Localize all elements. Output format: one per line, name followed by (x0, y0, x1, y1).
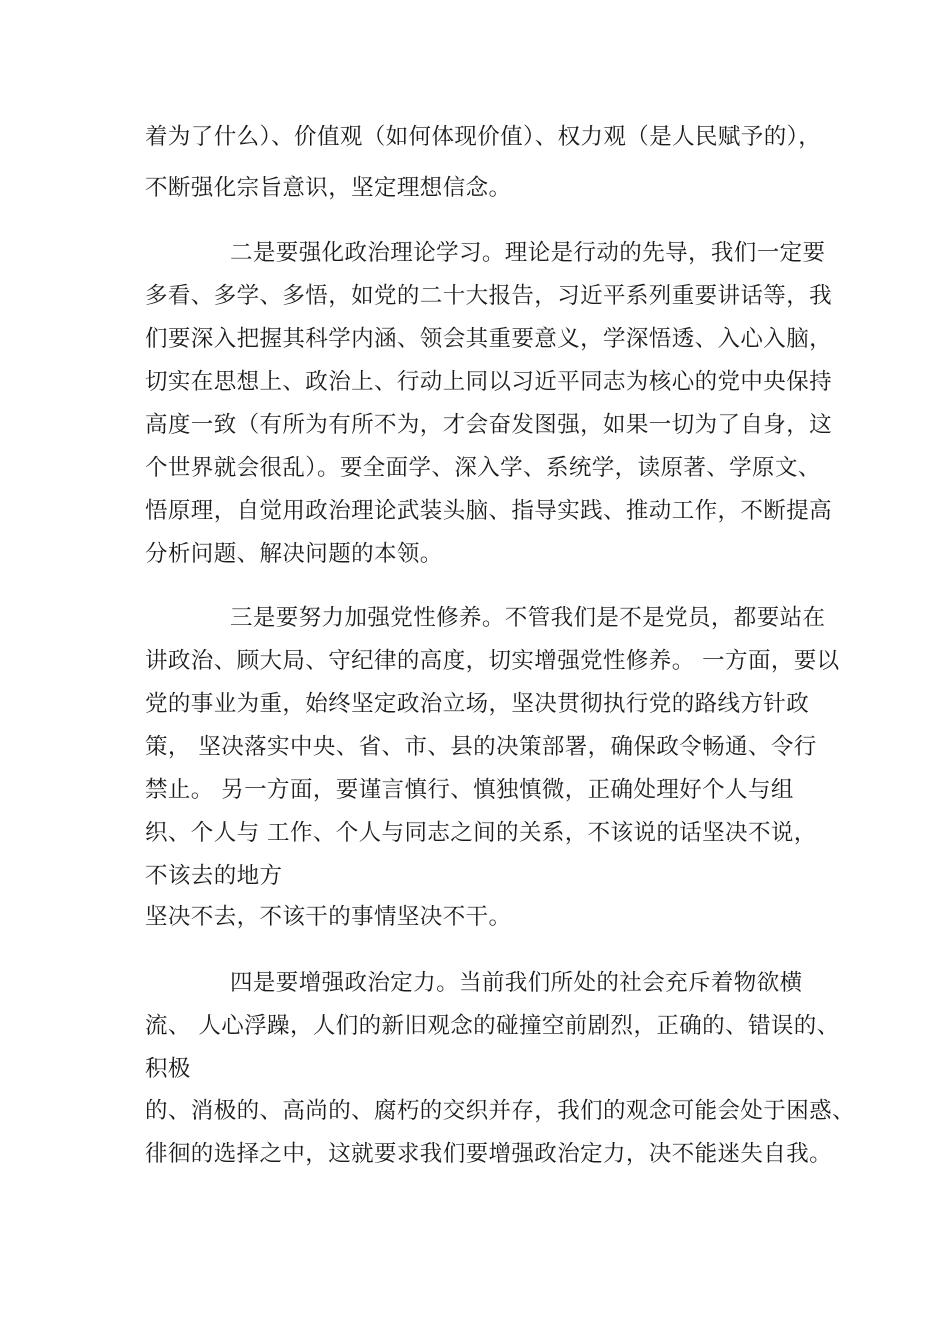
text-line: 讲政治、顾大局、守纪律的高度，切实增强党性修养。 一方面，要以 (145, 648, 840, 674)
text-line: 着为了什么）、价值观（如何体现价值）、权力观（是人民赋予的）， (145, 124, 822, 150)
text-line: 积极 (145, 1056, 191, 1082)
text-line: 坚决不去，不该干的事情坚决不干。 (145, 904, 512, 930)
text-line: 织、个人与 工作、个人与同志之间的关系，不该说的话坚决不说， (145, 820, 817, 846)
text-line: 高度一致（有所为有所不为，才会奋发图强，如果一切为了自身，这 (145, 412, 833, 438)
text-line: 策， 坚决落实中央、省、市、县的决策部署，确保政令畅通、令行 (145, 734, 817, 760)
text-line: 悟原理，自觉用政治理论武装头脑、指导实践、推动工作，不断提高 (145, 498, 833, 524)
text-line: 不该去的地方 (145, 863, 283, 889)
text-line: 禁止。 另一方面，要谨言慎行、慎独慎微，正确处理好个人与组 (145, 777, 794, 803)
text-line: 不断强化宗旨意识，坚定理想信念。 (145, 175, 512, 201)
text-line: 们要深入把握其科学内涵、领会其重要意义，学深悟透、入心入脑， (145, 326, 833, 352)
text-line: 个世界就会很乱）。要全面学、深入学、系统学，读原著、学原文、 (145, 455, 821, 481)
text-line: 分析问题、解决问题的本领。 (145, 541, 443, 567)
paragraph-3-start: 三是要努力加强党性修养。不管我们是不是党员，都要站在 (230, 605, 826, 631)
paragraph-2-start: 二是要强化政治理论学习。理论是行动的先导，我们一定要 (230, 240, 826, 266)
text-line: 流、 人心浮躁，人们的新旧观念的碰撞空前剧烈，正确的、错误的、 (145, 1013, 840, 1039)
text-line: 党的事业为重，始终坚定政治立场，坚决贯彻执行党的路线方针政 (145, 691, 810, 717)
paragraph-4-start: 四是要增强政治定力。当前我们所处的社会充斥着物欲横 (230, 970, 803, 996)
text-line: 徘徊的选择之中，这就要求我们要增强政治定力，决不能迷失自我。 (145, 1141, 833, 1167)
text-line: 的、消极的、高尚的、腐朽的交织并存，我们的观念可能会处于困惑、 (145, 1098, 855, 1124)
text-line: 切实在思想上、政治上、行动上同以习近平同志为核心的党中央保持 (145, 369, 833, 395)
text-line: 多看、多学、多悟，如党的二十大报告，习近平系列重要讲话等，我 (145, 283, 833, 309)
